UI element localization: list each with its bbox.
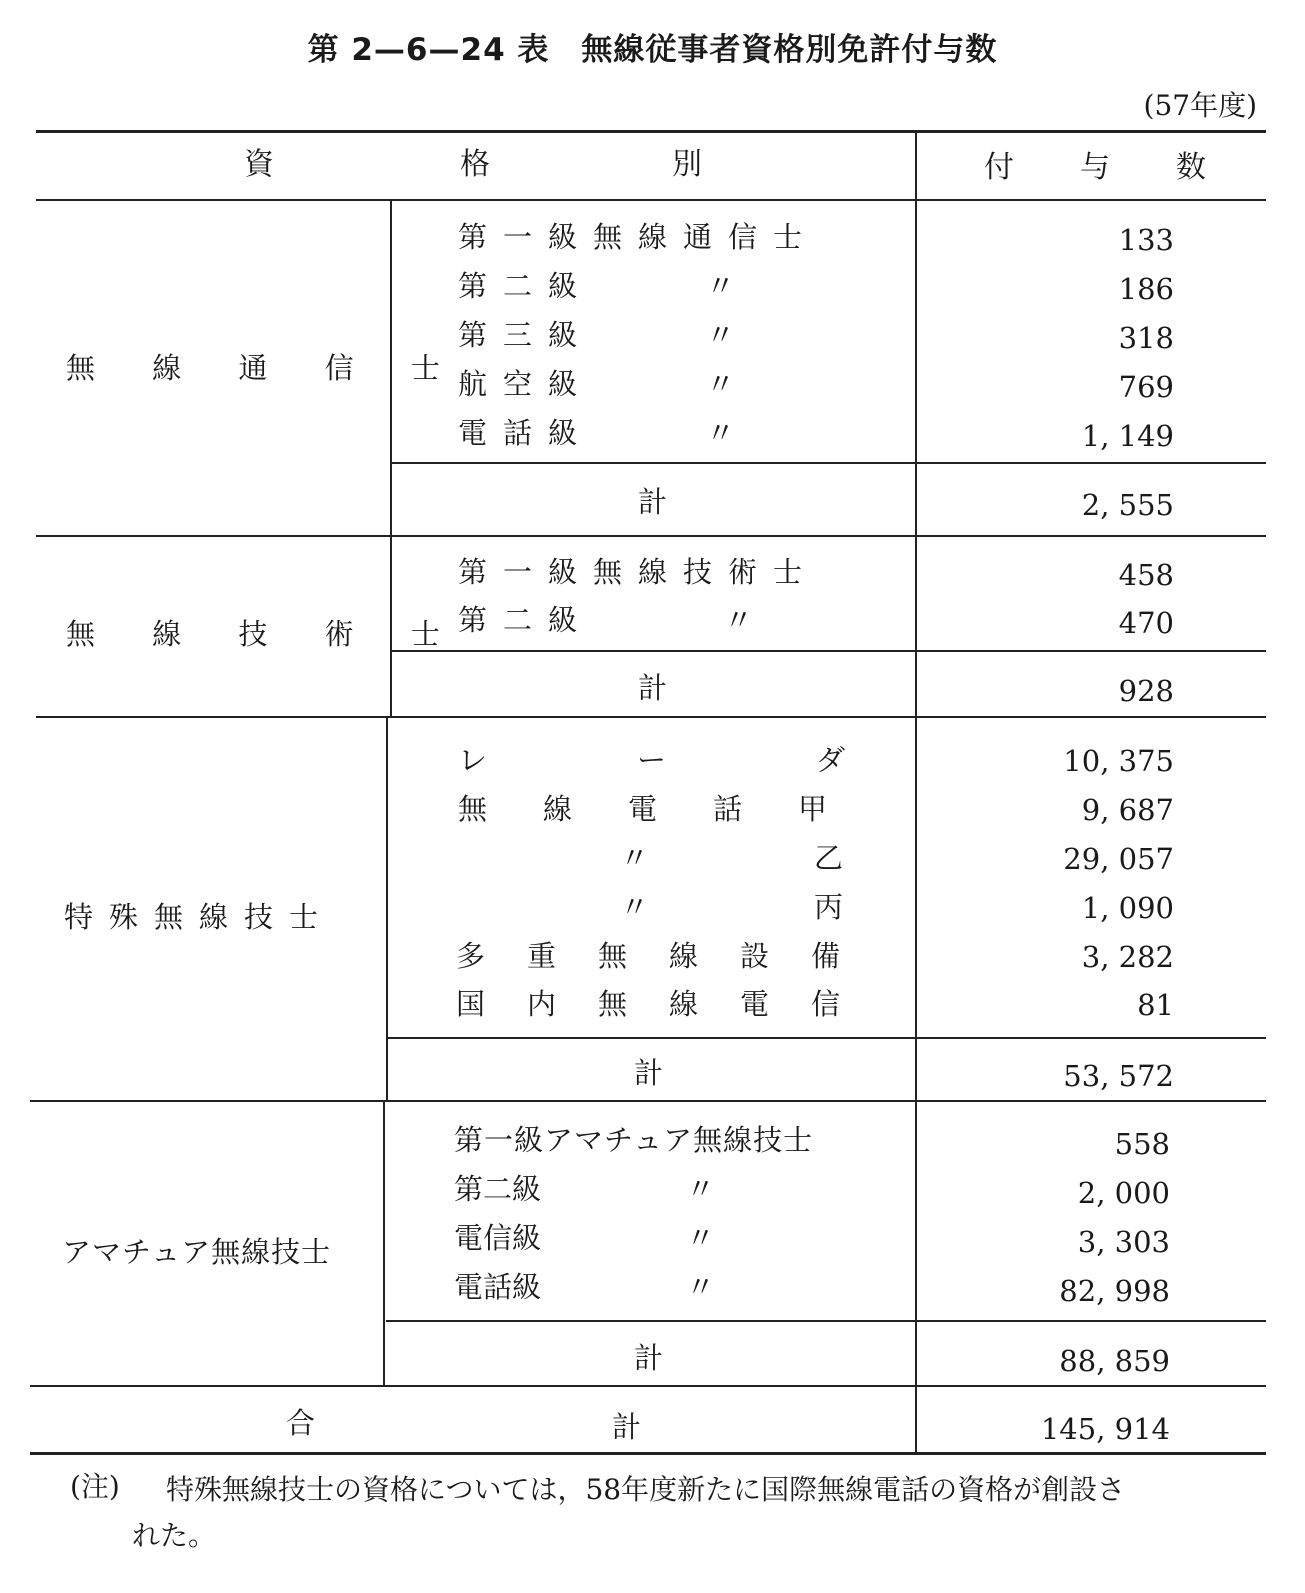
value-column-divider <box>915 131 917 1453</box>
group-rule-1 <box>36 535 1266 537</box>
category-divider-4 <box>383 1101 385 1386</box>
subtotal-value: 2, 555 <box>1081 488 1174 522</box>
group-name-special-radio: 特殊無線技士 <box>64 900 335 934</box>
row-value: 470 <box>1118 606 1174 640</box>
ditto-mark: 〃 <box>706 269 736 303</box>
row-value: 2, 000 <box>1077 1176 1170 1210</box>
row-label: 第二級 <box>458 269 594 303</box>
ditto-mark: 〃 <box>706 318 736 352</box>
bottom-rule <box>30 1452 1266 1455</box>
row-label: 第一級無線通信士 <box>458 220 819 254</box>
row-value: 769 <box>1118 370 1174 404</box>
total-label-a: 合 <box>286 1406 316 1440</box>
note-line-2: れた。 <box>132 1519 217 1552</box>
row-label: 電話級 <box>454 1270 542 1304</box>
ditto-mark: 〃 <box>686 1270 716 1304</box>
subtotal-label: 計 <box>638 671 668 705</box>
row-value: 10, 375 <box>1063 744 1174 778</box>
total-rule <box>30 1385 1266 1387</box>
row-label: 国内無線電信 <box>456 987 883 1021</box>
row-label: 電信級 <box>454 1221 542 1255</box>
row-label: 乙 <box>814 841 844 875</box>
ditto-mark: 〃 <box>724 603 754 637</box>
ditto-mark: 〃 <box>620 890 650 924</box>
subtotal-label: 計 <box>634 1056 664 1090</box>
row-label: 第二級 <box>454 1172 542 1206</box>
ditto-mark: 〃 <box>620 841 650 875</box>
row-value: 81 <box>1137 988 1174 1022</box>
row-label: 第二級 <box>458 603 594 637</box>
group-name-radio-operator: 無 線 通 信 士 <box>66 351 464 385</box>
subtotal-value: 53, 572 <box>1063 1059 1174 1093</box>
row-value: 9, 687 <box>1081 793 1174 827</box>
header-count-2: 与 <box>1080 150 1110 185</box>
total-value: 145, 914 <box>1040 1412 1170 1446</box>
row-label: 航空級 <box>458 367 594 401</box>
group-name-amateur-radio: アマチュア無線技士 <box>62 1235 332 1269</box>
note-line-1: 特殊無線技士の資格については，58年度新たに国際無線電話の資格が創設さ <box>166 1473 1126 1506</box>
ditto-mark: 〃 <box>686 1221 716 1255</box>
row-value: 458 <box>1118 558 1174 592</box>
group-rule-2 <box>36 716 1266 718</box>
row-value: 1, 149 <box>1081 419 1174 453</box>
row-label: 無線電話甲 <box>458 792 884 826</box>
top-rule <box>36 130 1266 133</box>
category-divider-3 <box>386 717 388 1101</box>
row-value: 318 <box>1118 321 1174 355</box>
row-value: 3, 303 <box>1077 1225 1170 1259</box>
ditto-mark: 〃 <box>706 367 736 401</box>
row-label: 多重無線設備 <box>456 939 883 973</box>
row-label: レーダ <box>458 743 996 777</box>
fiscal-year: (57年度) <box>1143 89 1257 122</box>
row-value: 1, 090 <box>1081 891 1174 925</box>
row-value: 558 <box>1114 1127 1170 1161</box>
row-value: 3, 282 <box>1081 940 1174 974</box>
subtotal-rule-2 <box>390 650 1266 652</box>
header-shikaku-2: 格 <box>460 147 490 182</box>
subtotal-rule-1 <box>390 462 1266 464</box>
subtotal-rule-4 <box>386 1320 1266 1322</box>
subtotal-value: 928 <box>1118 674 1174 708</box>
header-count-3: 数 <box>1176 150 1206 185</box>
subtotal-label: 計 <box>638 485 668 519</box>
note-prefix: (注) <box>70 1470 120 1503</box>
row-label: 電話級 <box>458 416 594 450</box>
header-shikaku-3: 別 <box>672 147 702 182</box>
row-label: 第三級 <box>458 318 594 352</box>
row-label: 第一級無線技術士 <box>458 555 819 589</box>
subtotal-label: 計 <box>634 1341 664 1375</box>
row-value: 82, 998 <box>1059 1274 1170 1308</box>
group-name-radio-engineer: 無 線 技 術 士 <box>66 617 464 651</box>
ditto-mark: 〃 <box>706 416 736 450</box>
ditto-mark: 〃 <box>686 1172 716 1206</box>
header-rule <box>36 199 1266 201</box>
group-rule-3 <box>30 1100 1266 1102</box>
total-label-b: 計 <box>612 1410 642 1444</box>
row-label: 丙 <box>814 890 844 924</box>
subtotal-value: 88, 859 <box>1059 1344 1170 1378</box>
header-count-1: 付 <box>984 150 1014 185</box>
header-shikaku-1: 資 <box>244 147 274 182</box>
table-title: 第 2—6—24 表 無線従事者資格別免許付与数 <box>307 32 998 68</box>
row-value: 29, 057 <box>1063 842 1174 876</box>
row-value: 133 <box>1118 223 1174 257</box>
row-value: 186 <box>1118 272 1174 306</box>
subtotal-rule-3 <box>386 1037 1266 1039</box>
row-label: 第一級アマチュア無線技士 <box>454 1123 814 1157</box>
